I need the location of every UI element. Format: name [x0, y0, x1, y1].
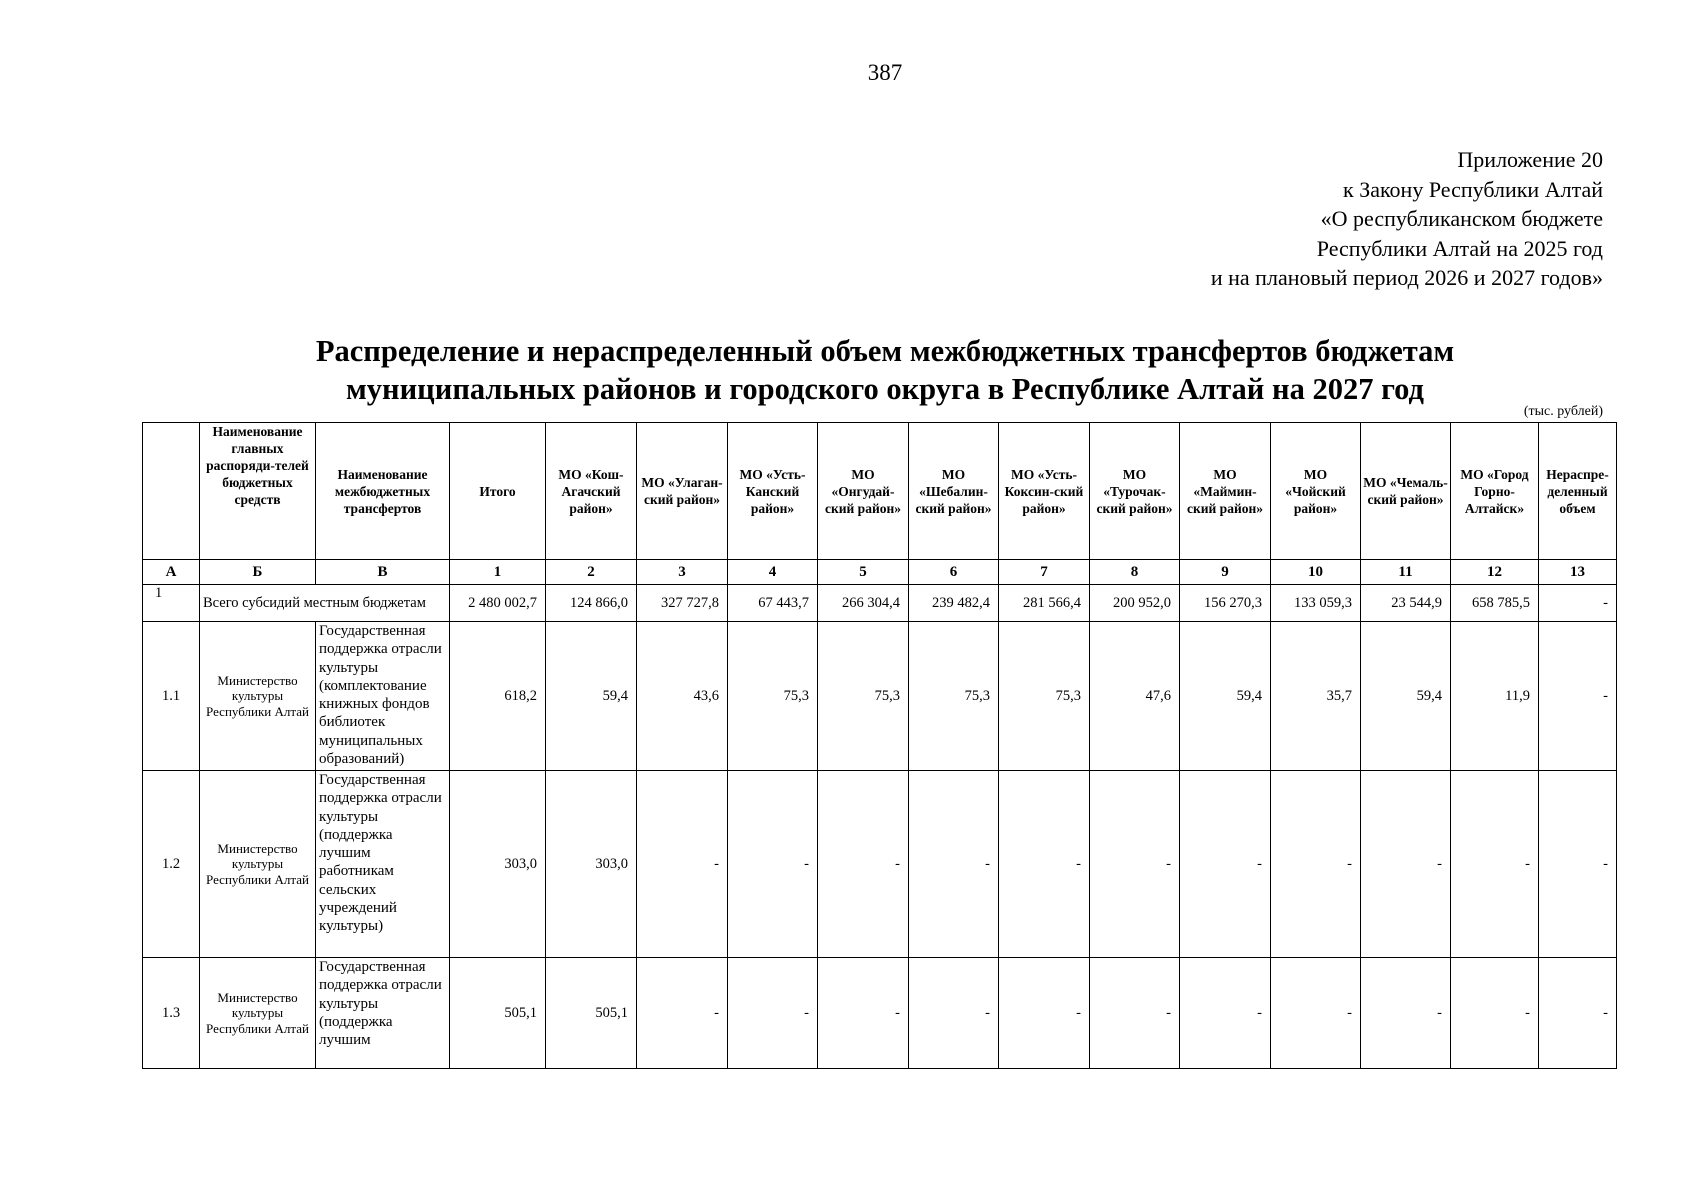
value-cell: 618,2: [450, 622, 546, 771]
index-cell: 2: [546, 560, 637, 585]
appendix-line: «О республиканском бюджете: [1320, 206, 1603, 231]
value-cell: 75,3: [818, 622, 909, 771]
index-cell: 6: [909, 560, 999, 585]
transfers-table: [142, 422, 1617, 1069]
value-cell: 303,0: [450, 771, 546, 958]
value-cell: 35,7: [1271, 622, 1361, 771]
index-cell: 7: [999, 560, 1090, 585]
table-index-row: [143, 560, 1617, 585]
value-cell: -: [728, 771, 818, 958]
page-number: 387: [867, 60, 903, 85]
index-cell: 13: [1539, 560, 1617, 585]
header-cell: Итого: [450, 423, 546, 560]
value-cell: 327 727,8: [637, 585, 728, 622]
value-cell: 505,1: [546, 958, 637, 1069]
value-cell: -: [1539, 622, 1617, 771]
transfer-cell: Государственная поддержка отрасли культуры (поддержка лучшим работникам сельских учреждений культуры): [316, 771, 450, 958]
header-cell: [143, 423, 200, 560]
transfer-cell: Государственная поддержка отрасли культуры (поддержка лучшим: [316, 958, 450, 1069]
value-cell: -: [1539, 958, 1617, 1069]
row-index: 1: [143, 585, 200, 622]
header-cell: Наименование главных распоряди-телей бюджетных средств: [200, 423, 316, 560]
value-cell: 200 952,0: [1090, 585, 1180, 622]
value-cell: -: [728, 958, 818, 1069]
value-cell: -: [999, 958, 1090, 1069]
value-cell: 47,6: [1090, 622, 1180, 771]
index-cell: Б: [200, 560, 316, 585]
value-cell: -: [818, 771, 909, 958]
header-cell: МО «Чойский район»: [1271, 423, 1361, 560]
value-cell: 75,3: [728, 622, 818, 771]
value-cell: 2 480 002,7: [450, 585, 546, 622]
ministry-cell: Министерство культуры Республики Алтай: [200, 622, 316, 771]
table-row: [143, 958, 1617, 1069]
value-cell: 133 059,3: [1271, 585, 1361, 622]
header-cell: МО «Город Горно-Алтайск»: [1451, 423, 1539, 560]
value-cell: 59,4: [1361, 622, 1451, 771]
value-cell: 75,3: [999, 622, 1090, 771]
value-cell: -: [1180, 958, 1271, 1069]
value-cell: -: [1090, 771, 1180, 958]
value-cell: 124 866,0: [546, 585, 637, 622]
table-row-total: [143, 585, 1617, 622]
value-cell: 23 544,9: [1361, 585, 1451, 622]
row-index: 1.2: [143, 771, 200, 958]
index-cell: 9: [1180, 560, 1271, 585]
value-cell: 59,4: [546, 622, 637, 771]
document-title: [0, 332, 1698, 408]
header-cell: МО «Маймин-ский район»: [1180, 423, 1271, 560]
value-cell: 59,4: [1180, 622, 1271, 771]
value-cell: 43,6: [637, 622, 728, 771]
value-cell: -: [1180, 771, 1271, 958]
value-cell: -: [1361, 958, 1451, 1069]
header-cell: МО «Онгудай-ский район»: [818, 423, 909, 560]
value-cell: 156 270,3: [1180, 585, 1271, 622]
table-row: [143, 622, 1617, 771]
header-cell: МО «Турочак-ский район»: [1090, 423, 1180, 560]
appendix-line: и на плановый период 2026 и 2027 годов»: [1210, 265, 1603, 290]
value-cell: -: [909, 958, 999, 1069]
table-row: [143, 771, 1617, 958]
appendix-line: к Закону Республики Алтай: [1343, 176, 1603, 202]
value-cell: 266 304,4: [818, 585, 909, 622]
index-cell: 11: [1361, 560, 1451, 585]
header-cell: Нераспре-деленный объем: [1539, 423, 1617, 560]
index-cell: 10: [1271, 560, 1361, 585]
index-cell: 8: [1090, 560, 1180, 585]
title-line-2: муниципальных районов и городского округа в Республике Алтай на 2027 год: [346, 372, 1424, 406]
value-cell: 75,3: [909, 622, 999, 771]
row-index: 1.3: [143, 958, 200, 1069]
appendix-line: Приложение 20: [1457, 147, 1603, 172]
header-cell: МО «Шебалин-ский район»: [909, 423, 999, 560]
value-cell: 303,0: [546, 771, 637, 958]
value-cell: -: [1539, 771, 1617, 958]
value-cell: 505,1: [450, 958, 546, 1069]
index-cell: 4: [728, 560, 818, 585]
value-cell: -: [637, 958, 728, 1069]
value-cell: 239 482,4: [909, 585, 999, 622]
index-cell: 12: [1451, 560, 1539, 585]
value-cell: -: [1271, 771, 1361, 958]
value-cell: -: [818, 958, 909, 1069]
units-note: (тыс. рублей): [1523, 404, 1603, 419]
header-cell: МО «Кош-Агачский район»: [546, 423, 637, 560]
index-cell: А: [143, 560, 200, 585]
index-cell: 1: [450, 560, 546, 585]
value-cell: 281 566,4: [999, 585, 1090, 622]
transfer-cell: Государственная поддержка отрасли культуры (комплектование книжных фондов библиотек муниципальных образований): [316, 622, 450, 771]
header-cell: МО «Чемаль-ский район»: [1361, 423, 1451, 560]
header-cell: МО «Усть-Канский район»: [728, 423, 818, 560]
header-cell: Наименование межбюджетных трансфертов: [316, 423, 450, 560]
row-name: Всего субсидий местным бюджетам: [200, 585, 450, 622]
index-cell: 3: [637, 560, 728, 585]
header-cell: МО «Улаган-ский район»: [637, 423, 728, 560]
value-cell: -: [1090, 958, 1180, 1069]
index-cell: 5: [818, 560, 909, 585]
value-cell: -: [1361, 771, 1451, 958]
row-index: 1.1: [143, 622, 200, 771]
appendix-note: [1211, 145, 1603, 293]
ministry-cell: Министерство культуры Республики Алтай: [200, 958, 316, 1069]
ministry-cell: Министерство культуры Республики Алтай: [200, 771, 316, 958]
value-cell: 67 443,7: [728, 585, 818, 622]
appendix-line: Республики Алтай на 2025 год: [1316, 235, 1603, 261]
value-cell: -: [1451, 771, 1539, 958]
value-cell: -: [1451, 958, 1539, 1069]
value-cell: -: [999, 771, 1090, 958]
index-cell: В: [316, 560, 450, 585]
value-cell: -: [1271, 958, 1361, 1069]
value-cell: 658 785,5: [1451, 585, 1539, 622]
value-cell: -: [909, 771, 999, 958]
value-cell: -: [637, 771, 728, 958]
header-cell: МО «Усть-Коксин-ский район»: [999, 423, 1090, 560]
value-cell: -: [1539, 585, 1617, 622]
title-line-1: Распределение и нераспределенный объем межбюджетных трансфертов бюджетам: [315, 334, 1455, 368]
table-header-row: [143, 423, 1617, 560]
value-cell: 11,9: [1451, 622, 1539, 771]
